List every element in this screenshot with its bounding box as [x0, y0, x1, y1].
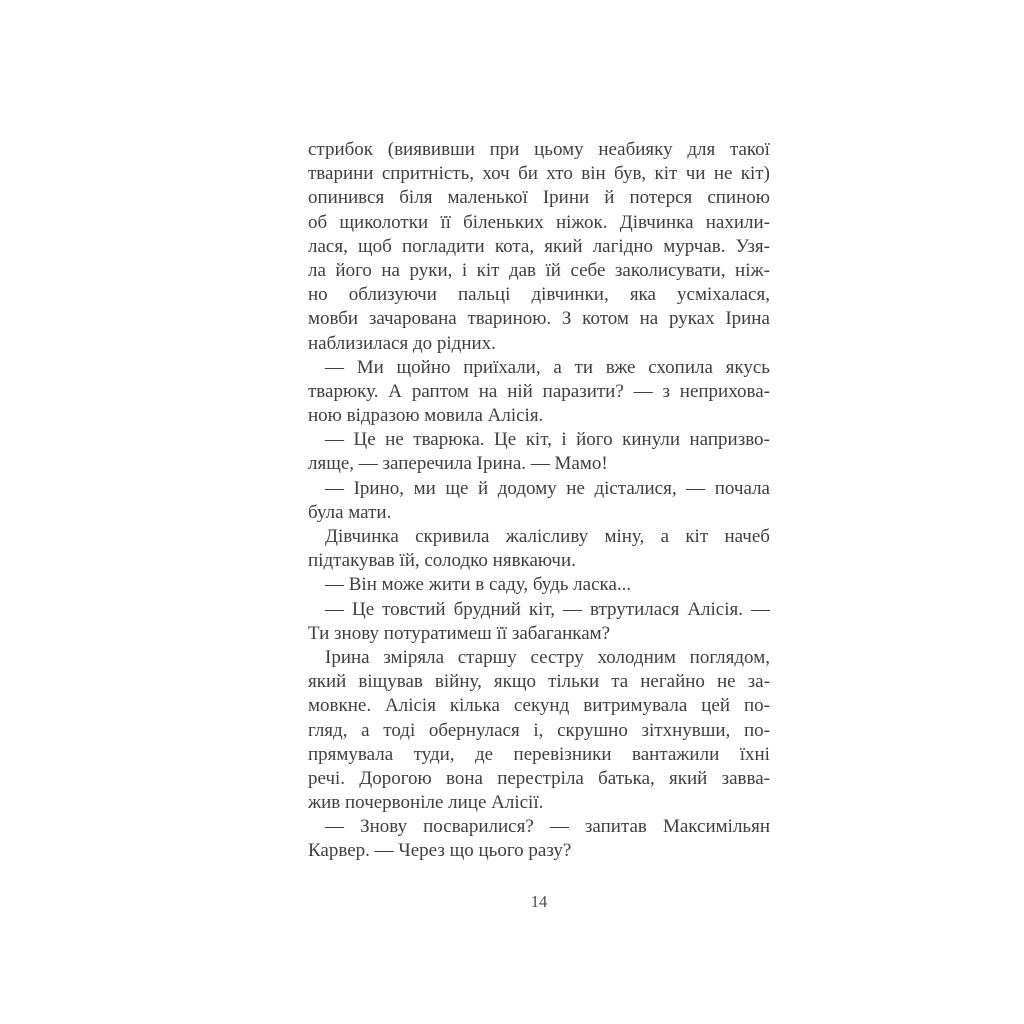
text-line: гляд, а тоді обернулася і, скрушно зітхнувши, по-: [308, 719, 770, 741]
page-footer: [308, 892, 770, 912]
text-line: но облизуючи пальці дівчинки, яка усміхалася,: [308, 284, 770, 306]
text-line: ляще, — заперечила Ірина. — Мамо!: [308, 453, 608, 475]
text-block: [308, 138, 770, 864]
text-line: мовби зачарована твариною. З котом на руках Ірина: [308, 308, 770, 330]
text-line: Ірина зміряла старшу сестру холодним поглядом,: [325, 646, 770, 668]
text-line: тварюку. А раптом на ній паразити? — з неприхова-: [308, 380, 770, 402]
text-line: стрибок (виявивши при цьому неабияку для такої: [308, 139, 770, 160]
text-line: який віщував війну, якщо тільки та негайно не за-: [308, 671, 770, 693]
text-line: ла його на руки, і кіт дав їй себе заколисувати, ніж-: [308, 259, 770, 281]
text-line: речі. Дорогою вона перестріла батька, який завва-: [308, 767, 770, 789]
text-line: — Ірино, ми ще й додому не дісталися, — почала: [325, 477, 770, 499]
text-line: об щиколотки її біленьких ніжок. Дівчинка нахили-: [308, 211, 770, 233]
text-line: тварини спритність, хоч би хто він був, кіт чи не кіт): [308, 163, 770, 185]
text-line: — Це товстий брудний кіт, — втрутилася Алісія. —: [325, 598, 770, 620]
text-line: — Ми щойно приїхали, а ти вже схопила якусь: [325, 356, 770, 378]
text-line: лася, щоб погладити кота, який лагідно мурчав. Узя-: [308, 235, 770, 257]
text-line: опинився біля маленької Ірини й потерся спиною: [308, 187, 770, 209]
text-line: підтакував їй, солодко нявкаючи.: [308, 550, 576, 572]
text-line: мовкне. Алісія кілька секунд витримувала цей по-: [308, 695, 770, 717]
text-line: — Він може жити в саду, будь ласка...: [325, 574, 632, 596]
text-line: прямувала туди, де перевізники вантажили їхні: [308, 743, 770, 765]
text-line: наблизилася до рідних.: [308, 332, 496, 354]
text-line: — Знову посварилися? — запитав Максимільян: [325, 816, 770, 838]
page-number: 14: [530, 892, 548, 911]
text-line: Дівчинка скривила жалісливу міну, а кіт начеб: [325, 526, 770, 547]
text-line: Ти знову потуратимеш її забаганкам?: [308, 622, 611, 644]
text-line: жив почервоніле лице Алісії.: [308, 792, 544, 814]
text-line: Карвер. — Через що цього разу?: [308, 840, 572, 862]
text-line: ною відразою мовила Алісія.: [308, 405, 544, 427]
text-line: — Це не тварюка. Це кіт, і його кинули напризво-: [325, 429, 770, 451]
text-line: була мати.: [308, 501, 392, 523]
